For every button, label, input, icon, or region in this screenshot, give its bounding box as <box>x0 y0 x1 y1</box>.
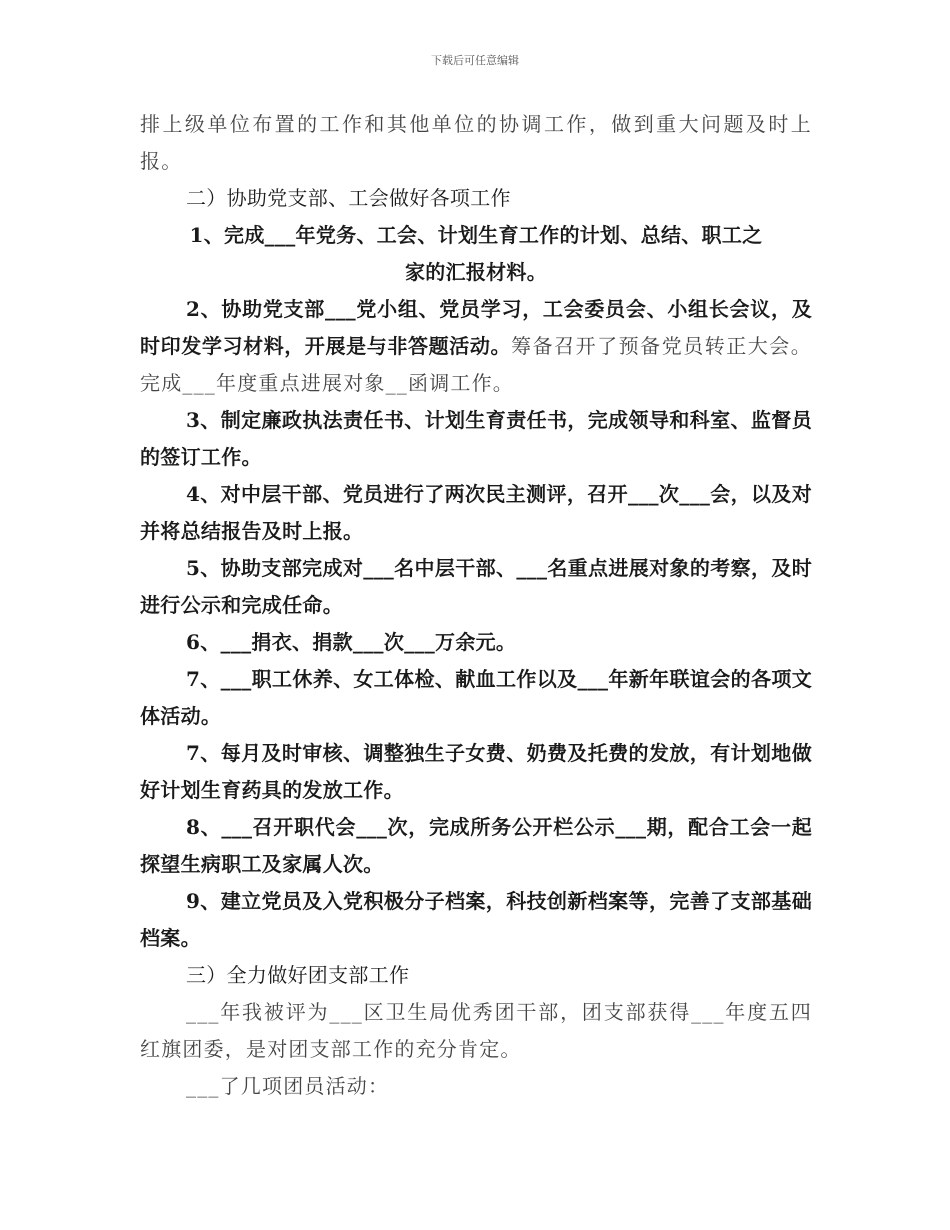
paragraph-6: 6、___捐衣、捐款___次___万余元。 <box>186 630 517 654</box>
paragraph-continuation: 排上级单位布置的工作和其他单位的协调工作，做到重大问题及时上报。 <box>140 112 812 173</box>
paragraph-1-line1: 1、完成___年党务、工会、计划生育工作的计划、总结、职工之 <box>189 223 763 247</box>
paragraph-9: 9、建立党员及入党积极分子档案，科技创新档案等，完善了支部基础档案。 <box>140 889 812 950</box>
paragraph-11: ___了几项团员活动： <box>186 1074 390 1098</box>
section-title-3: 三）全力做好团支部工作 <box>186 963 410 987</box>
paragraph-7a: 7、___职工休养、女工体检、献血工作以及___年新年联谊会的各项文体活动。 <box>140 667 812 728</box>
page-header: 下载后可任意编辑 <box>431 54 519 67</box>
paragraph-8: 8、___召开职代会___次，完成所务公开栏公示___期，配合工会一起探望生病职工及家属人次。 <box>140 815 812 876</box>
paragraph-7b: 7、每月及时审核、调整独生子女费、奶费及托费的发放，有计划地做好计划生育药具的发放工作。 <box>140 741 812 802</box>
document-body <box>140 106 812 1105</box>
paragraph-10: ___年我被评为___区卫生局优秀团干部，团支部获得___年度五四红旗团委，是对团支部工作的充分肯定。 <box>140 1000 812 1061</box>
paragraph-4: 4、对中层干部、党员进行了两次民主测评，召开___次___会，以及对并将总结报告及时上报。 <box>140 482 812 543</box>
paragraph-5: 5、协助支部完成对___名中层干部、___名重点进展对象的考察，及时进行公示和完成任命。 <box>140 556 812 617</box>
paragraph-1-line2: 家的汇报材料。 <box>404 260 548 284</box>
paragraph-2-bold: 2、协助党支部___党小组、党员学习，工会委员会、小组长会议，及时印发学习材料，开展是与非答题活动。 <box>140 297 812 358</box>
section-title-2: 二）协助党支部、工会做好各项工作 <box>186 186 511 210</box>
paragraph-2-light: 筹备召开了预备党员转正大会。完成___年度重点进展对象__函调工作。 <box>140 334 812 395</box>
paragraph-3: 3、制定廉政执法责任书、计划生育责任书，完成领导和科室、监督员的签订工作。 <box>140 408 812 469</box>
paragraph-2 <box>140 291 812 402</box>
